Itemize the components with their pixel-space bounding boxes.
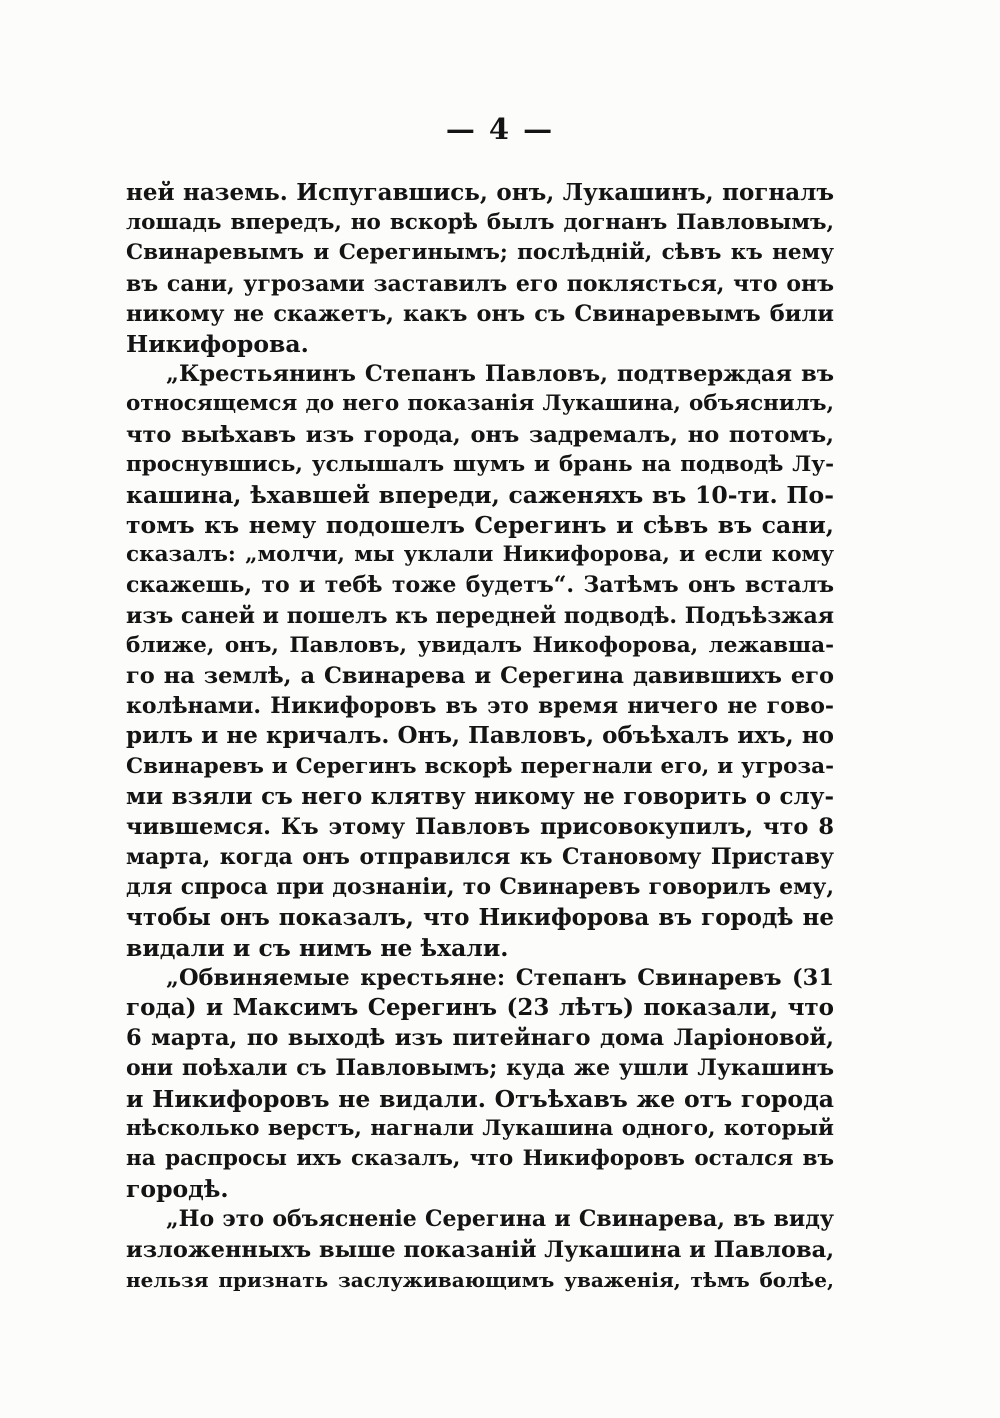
text-line: городѣ.	[126, 1175, 229, 1204]
text-line: проснувшись, услышалъ шумъ и брань на подводѣ Лу-	[126, 451, 834, 477]
text-line: относящемся до него показанiя Лукашина, объяснилъ,	[126, 391, 834, 417]
text-line: никому не скажетъ, какъ онъ съ Свинаревымъ били	[126, 300, 834, 327]
text-line: изложенныхъ выше показанiй Лукашина и Павлова,	[126, 1236, 835, 1263]
text-line: изъ саней и пошелъ къ передней подводѣ. Подъѣзжая	[126, 602, 834, 629]
text-line: ми взяли съ него клятву никому не говорить о слу-	[126, 782, 834, 810]
text-line: на распросы ихъ сказалъ, что Никифоровъ остался въ	[126, 1146, 834, 1171]
text-line: для спроса при дознанiи, то Свинаревъ говорилъ ему,	[126, 874, 834, 901]
text-line: чившемся. Къ этому Павловъ присовокупилъ, что 8	[126, 813, 834, 840]
text-line: лошадь впередъ, но вскорѣ былъ догнанъ Павловымъ,	[126, 210, 834, 236]
text-line: 6 марта, по выходѣ изъ питейнаго дома Ларiоновой,	[126, 1025, 834, 1052]
text-line: въ сани, угрозами заставилъ его поклясться, что онъ	[126, 270, 834, 297]
text-line: кашина, ѣхавшей впереди, саженяхъ въ 10-ти. По-	[126, 480, 834, 509]
text-line: года) и Максимъ Серегинъ (23 лѣтъ) показали, что	[126, 994, 834, 1022]
body-text	[126, 178, 834, 1295]
text-line: скажешь, то и тебѣ тоже будетъ“. Затѣмъ онъ всталъ	[126, 572, 834, 599]
text-line: они поѣхали съ Павловымъ; куда же ушли Лукашинъ	[126, 1055, 834, 1082]
text-line: что выѣхавъ изъ города, онъ задремалъ, но потомъ,	[126, 421, 834, 448]
text-line: марта, когда онъ отправился къ Становому Приставу	[126, 844, 834, 871]
text-line: видали и съ нимъ не ѣхали.	[126, 933, 509, 962]
text-line: нѣсколько верстъ, нагнали Лукашина одного, который	[126, 1115, 834, 1141]
page-number: — 4 —	[445, 112, 555, 146]
text-line: томъ къ нему подошелъ Серегинъ и сѣвъ въ сани,	[126, 511, 834, 540]
text-line: го на землѣ, а Свинарева и Серегина давившихъ его	[126, 663, 834, 689]
text-line: нельзя признать заслуживающимъ уваженiя, тѣмъ болѣе,	[126, 1267, 834, 1292]
text-line: рилъ и не кричалъ. Онъ, Павловъ, объѣхалъ ихъ, но	[126, 722, 834, 750]
text-line: сказалъ: „молчи, мы уклали Никифорова, и если кому	[126, 542, 834, 568]
text-line: Свинаревымъ и Серегинымъ; послѣднiй, сѣвъ къ нему	[126, 240, 834, 266]
text-line: Никифорова.	[126, 329, 309, 358]
text-line: чтобы онъ показалъ, что Никифорова въ городѣ не	[126, 903, 834, 931]
text-line: „Крестьянинъ Степанъ Павловъ, подтверждая въ	[166, 361, 834, 388]
text-line: колѣнами. Никифоровъ въ это время ничего не гово-	[126, 693, 834, 720]
text-line: „Обвиняемые крестьяне: Степанъ Свинаревъ (31	[166, 964, 834, 991]
text-line: Свинаревъ и Серегинъ вскорѣ перегнали его, и угроза-	[126, 753, 834, 779]
text-line: „Но это объясненiе Серегина и Свинарева, въ виду	[166, 1206, 834, 1233]
text-line: ней наземь. Испугавшись, онъ, Лукашинъ, погналъ	[126, 179, 834, 206]
text-line: ближе, онъ, Павловъ, увидалъ Никофорова, лежавша-	[126, 632, 834, 658]
text-line: и Никифоровъ не видали. Отъѣхавъ же отъ города	[126, 1084, 834, 1113]
